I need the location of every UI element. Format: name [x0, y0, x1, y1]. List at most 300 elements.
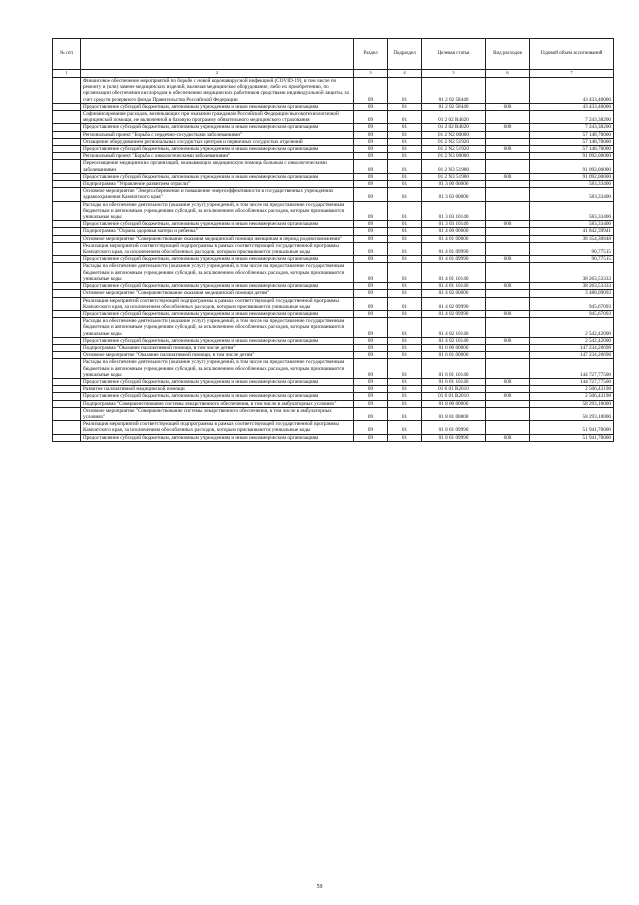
cell-target-article: 01 2 N3 00000 — [422, 153, 486, 160]
column-index-row — [53, 70, 614, 78]
cell-expense-type — [486, 181, 530, 188]
cell-podrazdel: 01 — [388, 318, 422, 338]
cell-expense-type — [486, 400, 530, 407]
cell-expense-type: 600 — [486, 124, 530, 131]
cell-target-article: 01 8 01 00000 — [422, 407, 486, 420]
cell-annual-sum: 91 092,00000 — [530, 153, 614, 160]
table-row — [53, 297, 614, 310]
cell-expense-type: 600 — [486, 103, 530, 110]
cell-name: Оснащение оборудованием региональных сосудистых центров и первичных сосудистых отделений — [81, 138, 354, 145]
cell-num — [53, 421, 81, 434]
cell-expense-type — [486, 131, 530, 138]
cell-name: Расходы на обеспечение деятельности (оказание услуг) учреждений, в том числе на предоставление государственным бюджетным и автономным учреждениям субсидий, за исключением обособленных расходов, которым присваиваются уникальные коды — [81, 318, 354, 338]
cell-annual-sum: 38 263,53333 — [530, 283, 614, 290]
cell-num — [53, 434, 81, 441]
cell-annual-sum: 2 506,43198 — [530, 393, 614, 400]
cell-podrazdel: 01 — [388, 297, 422, 310]
cell-expense-type: 600 — [486, 256, 530, 263]
cell-name: Предоставление субсидий бюджетным, автономным учреждениям и иным некоммерческим организациям — [81, 146, 354, 153]
table-row — [53, 138, 614, 145]
cell-num — [53, 242, 81, 255]
cell-target-article: 01 4 01 00000 — [422, 235, 486, 242]
cell-target-article: 01 4 01 10140 — [422, 283, 486, 290]
cell-name: Предоставление субсидий бюджетным, автономным учреждениям и иным некоммерческим организациям — [81, 283, 354, 290]
cell-target-article: 01 2 N2 51920 — [422, 138, 486, 145]
cell-podrazdel: 01 — [388, 310, 422, 317]
cell-num — [53, 359, 81, 379]
cell-razdel: 09 — [354, 124, 388, 131]
cell-podrazdel: 01 — [388, 78, 422, 104]
cell-podrazdel: 01 — [388, 378, 422, 385]
cell-razdel: 09 — [354, 235, 388, 242]
cell-razdel: 09 — [354, 146, 388, 153]
cell-name: Предоставление субсидий бюджетным, автономным учреждениям и иным некоммерческим организациям — [81, 173, 354, 180]
cell-target-article: 01 3 03 10140 — [422, 221, 486, 228]
cell-expense-type: 600 — [486, 337, 530, 344]
cell-podrazdel: 01 — [388, 131, 422, 138]
cell-razdel: 09 — [354, 221, 388, 228]
cell-annual-sum: 144 727,77500 — [530, 378, 614, 385]
cell-num — [53, 138, 81, 145]
header-name — [81, 39, 354, 70]
cell-target-article: 01 6 01 R2010 — [422, 386, 486, 393]
table-row — [53, 290, 614, 297]
cell-target-article: 01 6 01 00000 — [422, 352, 486, 359]
header-podrazdel: Подраздел — [388, 39, 422, 70]
cell-num — [53, 160, 81, 173]
cell-razdel: 09 — [354, 407, 388, 420]
cell-name: Софинансирование расходов, возникающих при оказании гражданам Российской Федерации высокотехнологичной медицинской помощи, не включенной в базовую программу обязательного медицинского страхования — [81, 111, 354, 124]
cell-podrazdel: 01 — [388, 146, 422, 153]
cell-annual-sum: 3 488,09093 — [530, 290, 614, 297]
cell-num — [53, 310, 81, 317]
cell-razdel: 09 — [354, 290, 388, 297]
table-row — [53, 378, 614, 385]
cell-target-article: 01 4 01 09990 — [422, 242, 486, 255]
cell-annual-sum: 147 234,20698 — [530, 352, 614, 359]
table-row — [53, 201, 614, 221]
cell-num — [53, 124, 81, 131]
cell-expense-type — [486, 263, 530, 283]
column-index: 1 — [53, 70, 81, 78]
cell-razdel: 09 — [354, 318, 388, 338]
cell-target-article: 01 4 02 10140 — [422, 318, 486, 338]
table-row — [53, 352, 614, 359]
cell-expense-type: 600 — [486, 378, 530, 385]
cell-expense-type — [486, 235, 530, 242]
cell-name: Региональный проект "Борьба с сердечно-сосудистыми заболеваниями" — [81, 131, 354, 138]
cell-podrazdel: 01 — [388, 228, 422, 235]
table-row — [53, 407, 614, 420]
cell-podrazdel: 01 — [388, 124, 422, 131]
cell-annual-sum: 51 941,70000 — [530, 434, 614, 441]
cell-annual-sum: 945,67093 — [530, 297, 614, 310]
cell-annual-sum: 41 842,39941 — [530, 228, 614, 235]
cell-target-article: 01 4 01 09990 — [422, 256, 486, 263]
cell-expense-type: 600 — [486, 173, 530, 180]
cell-podrazdel: 01 — [388, 138, 422, 145]
budget-table — [52, 38, 614, 442]
cell-razdel: 09 — [354, 344, 388, 351]
table-row — [53, 400, 614, 407]
table-row — [53, 153, 614, 160]
cell-razdel: 09 — [354, 188, 388, 201]
cell-podrazdel: 01 — [388, 201, 422, 221]
cell-annual-sum: 7 243,38200 — [530, 124, 614, 131]
cell-annual-sum: 43 433,40000 — [530, 78, 614, 104]
cell-podrazdel: 01 — [388, 263, 422, 283]
cell-annual-sum: 583,33400 — [530, 201, 614, 221]
column-index: 3 — [354, 70, 388, 78]
cell-name: Предоставление субсидий бюджетным, автономным учреждениям и иным некоммерческим организациям — [81, 378, 354, 385]
table-row — [53, 103, 614, 110]
table-row — [53, 146, 614, 153]
cell-podrazdel: 01 — [388, 407, 422, 420]
cell-podrazdel: 01 — [388, 256, 422, 263]
cell-razdel: 09 — [354, 201, 388, 221]
cell-podrazdel: 01 — [388, 160, 422, 173]
cell-annual-sum: 43 433,40000 — [530, 103, 614, 110]
cell-num — [53, 201, 81, 221]
cell-name: Расходы на обеспечение деятельности (оказание услуг) учреждений, в том числе на предоставление государственным бюджетным и автономным учреждениям субсидий, за исключением обособленных расходов, которым присваиваются уникальные коды — [81, 359, 354, 379]
cell-expense-type — [486, 138, 530, 145]
cell-num — [53, 290, 81, 297]
cell-annual-sum: 583,33400 — [530, 221, 614, 228]
cell-razdel: 09 — [354, 153, 388, 160]
cell-razdel: 09 — [354, 421, 388, 434]
column-index: 5 — [422, 70, 486, 78]
cell-target-article: 01 2 N3 51900 — [422, 173, 486, 180]
cell-expense-type — [486, 297, 530, 310]
cell-name: Реализация мероприятий соответствующей подпрограммы в рамках соответствующей государственной программы Камчатского края, за исключением обособленных расходов, которым присваиваются уникальные коды — [81, 421, 354, 434]
header-num: № п/п — [53, 39, 81, 70]
table-row — [53, 242, 614, 255]
cell-num — [53, 407, 81, 420]
column-index: 7 — [530, 70, 614, 78]
cell-podrazdel: 01 — [388, 393, 422, 400]
cell-name: Основное мероприятие "Совершенствование оказания медицинской помощи детям" — [81, 290, 354, 297]
cell-name: Финансовое обеспечение мероприятий по борьбе с новой коронавирусной инфекцией (COVID-19), в том числе по ремонту и (или) замене медицинских изделий, включая медицинское оборудование, либо их приобретению, по организации обеспечения кислородом и обеспечению медицинских работников средствами индивидуальной защиты, за счет средств резервного фонда Правительства Российской Федерации — [81, 78, 354, 104]
cell-num — [53, 256, 81, 263]
cell-target-article: 01 4 01 10140 — [422, 263, 486, 283]
cell-annual-sum: 90,77515 — [530, 242, 614, 255]
cell-target-article: 01 3 03 00000 — [422, 188, 486, 201]
cell-annual-sum: 583,33400 — [530, 188, 614, 201]
cell-target-article: 01 2 N3 51900 — [422, 160, 486, 173]
table-row — [53, 359, 614, 379]
header-annual-sum: Годовой объем ассигнований — [530, 39, 614, 70]
cell-expense-type: 600 — [486, 146, 530, 153]
cell-num — [53, 318, 81, 338]
cell-name: Реализация мероприятий соответствующей подпрограммы в рамках соответствующей государственной программы Камчатского края, за исключением обособленных расходов, которым присваиваются уникальные коды — [81, 297, 354, 310]
cell-expense-type — [486, 242, 530, 255]
cell-annual-sum: 7 243,38200 — [530, 111, 614, 124]
cell-name: Подпрограмма "Совершенствование системы лекарственного обеспечения, в том числе в амбулаторных условиях" — [81, 400, 354, 407]
cell-expense-type — [486, 188, 530, 201]
table-row — [53, 221, 614, 228]
cell-podrazdel: 01 — [388, 344, 422, 351]
cell-name: Расходы на обеспечение деятельности (оказание услуг) учреждений, в том числе на предоставление государственным бюджетным и автономным учреждениям субсидий, за исключением обособленных расходов, которым присваиваются уникальные коды — [81, 201, 354, 221]
cell-name: Реализация мероприятий соответствующей подпрограммы в рамках соответствующей государственной программы Камчатского края, за исключением обособленных расходов, которым присваиваются уникальные коды — [81, 242, 354, 255]
table-row — [53, 181, 614, 188]
cell-expense-type — [486, 352, 530, 359]
cell-name: Основное мероприятие "Оказание паллиативной помощи, в том числе детям" — [81, 352, 354, 359]
cell-razdel: 09 — [354, 263, 388, 283]
cell-razdel: 09 — [354, 111, 388, 124]
cell-expense-type — [486, 290, 530, 297]
cell-name: Предоставление субсидий бюджетным, автономным учреждениям и иным некоммерческим организациям — [81, 434, 354, 441]
cell-podrazdel: 01 — [388, 434, 422, 441]
cell-expense-type — [486, 228, 530, 235]
cell-num — [53, 352, 81, 359]
cell-expense-type: 600 — [486, 434, 530, 441]
cell-name: Подпрограмма "Охрана здоровья матери и ребенка" — [81, 228, 354, 235]
cell-target-article: 01 2 02 58440 — [422, 78, 486, 104]
cell-razdel: 09 — [354, 393, 388, 400]
cell-num — [53, 337, 81, 344]
table-row — [53, 78, 614, 104]
cell-target-article: 01 4 02 09990 — [422, 310, 486, 317]
cell-name: Предоставление субсидий бюджетным, автономным учреждениям и иным некоммерческим организациям — [81, 124, 354, 131]
cell-name: Предоставление субсидий бюджетным, автономным учреждениям и иным некоммерческим организациям — [81, 310, 354, 317]
cell-annual-sum: 58 293,10000 — [530, 407, 614, 420]
cell-target-article: 01 8 01 09990 — [422, 421, 486, 434]
cell-name: Подпрограмма "Управление развитием отрасли" — [81, 181, 354, 188]
cell-num — [53, 131, 81, 138]
cell-num — [53, 188, 81, 201]
cell-expense-type — [486, 318, 530, 338]
cell-num — [53, 173, 81, 180]
cell-annual-sum: 38 354,30848 — [530, 235, 614, 242]
cell-num — [53, 263, 81, 283]
budget-document — [52, 38, 613, 442]
cell-expense-type: 600 — [486, 393, 530, 400]
cell-expense-type — [486, 359, 530, 379]
cell-podrazdel: 01 — [388, 242, 422, 255]
cell-num — [53, 400, 81, 407]
cell-name: Переоснащение медицинских организаций, оказывающих медицинскую помощь больным с онкологическими заболеваниями — [81, 160, 354, 173]
cell-annual-sum: 583,33400 — [530, 181, 614, 188]
page-number: 59 — [316, 884, 323, 890]
cell-num — [53, 297, 81, 310]
cell-expense-type — [486, 111, 530, 124]
cell-num — [53, 153, 81, 160]
cell-podrazdel: 01 — [388, 235, 422, 242]
cell-num — [53, 378, 81, 385]
cell-target-article: 01 2 02 58440 — [422, 103, 486, 110]
table-row — [53, 160, 614, 173]
cell-podrazdel: 01 — [388, 111, 422, 124]
table-row — [53, 263, 614, 283]
cell-podrazdel: 01 — [388, 103, 422, 110]
cell-podrazdel: 01 — [388, 221, 422, 228]
column-index: 4 — [388, 70, 422, 78]
cell-expense-type: 600 — [486, 283, 530, 290]
table-row — [53, 337, 614, 344]
cell-expense-type — [486, 153, 530, 160]
cell-num — [53, 221, 81, 228]
cell-target-article: 01 4 02 09990 — [422, 297, 486, 310]
cell-annual-sum: 2 506,43198 — [530, 386, 614, 393]
cell-name: Расходы на обеспечение деятельности (оказание услуг) учреждений, в том числе на предоставление государственным бюджетным и автономным учреждениям субсидий, за исключением обособленных расходов, которым присваиваются уникальные коды — [81, 263, 354, 283]
cell-podrazdel: 01 — [388, 400, 422, 407]
cell-expense-type: 600 — [486, 310, 530, 317]
header-expense-type: Вид расходов — [486, 39, 530, 70]
cell-num — [53, 228, 81, 235]
table-row — [53, 386, 614, 393]
cell-podrazdel: 01 — [388, 173, 422, 180]
cell-razdel: 09 — [354, 283, 388, 290]
cell-name: Основное мероприятие "Энергосбережение и повышение энергоэффективности в государственных учреждениях здравоохранения Камчатского края" — [81, 188, 354, 201]
cell-razdel: 09 — [354, 378, 388, 385]
cell-name: Предоставление субсидий бюджетным, автономным учреждениям и иным некоммерческим организациям — [81, 221, 354, 228]
cell-num — [53, 393, 81, 400]
cell-podrazdel: 01 — [388, 290, 422, 297]
cell-target-article: 01 8 01 09990 — [422, 434, 486, 441]
cell-annual-sum: 91 092,00000 — [530, 173, 614, 180]
cell-annual-sum: 57 148,70000 — [530, 138, 614, 145]
cell-razdel: 09 — [354, 434, 388, 441]
cell-podrazdel: 01 — [388, 359, 422, 379]
cell-num — [53, 181, 81, 188]
header-razdel: Раздел — [354, 39, 388, 70]
cell-annual-sum: 144 727,77500 — [530, 359, 614, 379]
cell-target-article: 01 2 02 R4020 — [422, 111, 486, 124]
cell-name: Развитие паллиативной медицинской помощи — [81, 386, 354, 393]
cell-num — [53, 386, 81, 393]
table-row — [53, 318, 614, 338]
cell-annual-sum: 945,67093 — [530, 310, 614, 317]
column-index: 6 — [486, 70, 530, 78]
cell-razdel: 09 — [354, 400, 388, 407]
cell-name: Предоставление субсидий бюджетным, автономным учреждениям и иным некоммерческим организациям — [81, 337, 354, 344]
table-row — [53, 235, 614, 242]
cell-num — [53, 344, 81, 351]
table-row — [53, 283, 614, 290]
cell-annual-sum: 2 542,42000 — [530, 337, 614, 344]
cell-target-article: 01 2 N2 00000 — [422, 131, 486, 138]
table-row — [53, 421, 614, 434]
cell-podrazdel: 01 — [388, 352, 422, 359]
cell-podrazdel: 01 — [388, 188, 422, 201]
cell-annual-sum: 57 148,70000 — [530, 146, 614, 153]
cell-razdel: 09 — [354, 173, 388, 180]
cell-annual-sum: 57 148,70000 — [530, 131, 614, 138]
cell-target-article: 01 4 02 10140 — [422, 337, 486, 344]
cell-razdel: 09 — [354, 310, 388, 317]
cell-razdel: 09 — [354, 359, 388, 379]
table-row — [53, 131, 614, 138]
table-row — [53, 228, 614, 235]
cell-name: Предоставление субсидий бюджетным, автономным учреждениям и иным некоммерческим организациям — [81, 256, 354, 263]
cell-podrazdel: 01 — [388, 337, 422, 344]
cell-podrazdel: 01 — [388, 386, 422, 393]
table-body — [53, 78, 614, 442]
table-row — [53, 124, 614, 131]
cell-razdel: 09 — [354, 386, 388, 393]
cell-razdel: 09 — [354, 181, 388, 188]
cell-target-article: 01 4 00 00000 — [422, 228, 486, 235]
cell-podrazdel: 01 — [388, 181, 422, 188]
cell-name: Основное мероприятие "Совершенствование оказания медицинской помощи женщинам в период родовспоможения" — [81, 235, 354, 242]
cell-target-article: 01 3 03 10140 — [422, 201, 486, 221]
cell-expense-type — [486, 386, 530, 393]
table-row — [53, 173, 614, 180]
table-row — [53, 111, 614, 124]
cell-expense-type — [486, 407, 530, 420]
cell-name: Региональный проект "Борьба с онкологическими заболеваниями" — [81, 153, 354, 160]
cell-target-article: 01 6 00 00000 — [422, 344, 486, 351]
cell-expense-type: 600 — [486, 221, 530, 228]
cell-annual-sum: 2 542,42000 — [530, 318, 614, 338]
cell-razdel: 09 — [354, 138, 388, 145]
cell-razdel: 09 — [354, 78, 388, 104]
cell-annual-sum: 90,77515 — [530, 256, 614, 263]
cell-podrazdel: 01 — [388, 153, 422, 160]
cell-num — [53, 235, 81, 242]
table-row — [53, 434, 614, 441]
cell-annual-sum: 91 092,00000 — [530, 160, 614, 173]
cell-podrazdel: 01 — [388, 283, 422, 290]
cell-razdel: 09 — [354, 242, 388, 255]
cell-target-article: 01 4 02 00000 — [422, 290, 486, 297]
cell-name: Основное мероприятие "Совершенствование системы лекарственного обеспечения, в том числе в амбулаторных условиях" — [81, 407, 354, 420]
cell-expense-type — [486, 201, 530, 221]
cell-name: Подпрограмма "Оказание паллиативной помощи, в том числе детям" — [81, 344, 354, 351]
cell-target-article: 01 6 01 10140 — [422, 378, 486, 385]
cell-target-article: 01 6 01 R2010 — [422, 393, 486, 400]
cell-razdel: 09 — [354, 131, 388, 138]
cell-expense-type — [486, 421, 530, 434]
cell-num — [53, 146, 81, 153]
cell-annual-sum: 51 941,70000 — [530, 421, 614, 434]
cell-expense-type — [486, 160, 530, 173]
cell-target-article: 01 3 00 00000 — [422, 181, 486, 188]
table-row — [53, 344, 614, 351]
cell-target-article: 01 6 01 10140 — [422, 359, 486, 379]
cell-podrazdel: 01 — [388, 421, 422, 434]
table-row — [53, 188, 614, 201]
cell-razdel: 09 — [354, 228, 388, 235]
cell-razdel: 09 — [354, 160, 388, 173]
cell-target-article: 01 2 N2 51920 — [422, 146, 486, 153]
cell-num — [53, 283, 81, 290]
cell-razdel: 09 — [354, 337, 388, 344]
cell-annual-sum: 58 293,10000 — [530, 400, 614, 407]
cell-annual-sum: 38 263,53333 — [530, 263, 614, 283]
header-row — [53, 39, 614, 70]
column-index: 2 — [81, 70, 354, 78]
cell-expense-type — [486, 344, 530, 351]
cell-razdel: 09 — [354, 297, 388, 310]
cell-num — [53, 111, 81, 124]
cell-expense-type — [486, 78, 530, 104]
cell-razdel: 09 — [354, 256, 388, 263]
cell-target-article: 01 2 02 R4020 — [422, 124, 486, 131]
cell-razdel: 09 — [354, 352, 388, 359]
cell-num — [53, 78, 81, 104]
header-target-article: Целевая статья — [422, 39, 486, 70]
table-row — [53, 256, 614, 263]
cell-num — [53, 103, 81, 110]
table-row — [53, 310, 614, 317]
cell-razdel: 09 — [354, 103, 388, 110]
cell-target-article: 01 8 00 00000 — [422, 400, 486, 407]
cell-name: Предоставление субсидий бюджетным, автономным учреждениям и иным некоммерческим организациям — [81, 393, 354, 400]
cell-annual-sum: 147 234,20698 — [530, 344, 614, 351]
table-row — [53, 393, 614, 400]
cell-name: Предоставление субсидий бюджетным, автономным учреждениям и иным некоммерческим организациям — [81, 103, 354, 110]
